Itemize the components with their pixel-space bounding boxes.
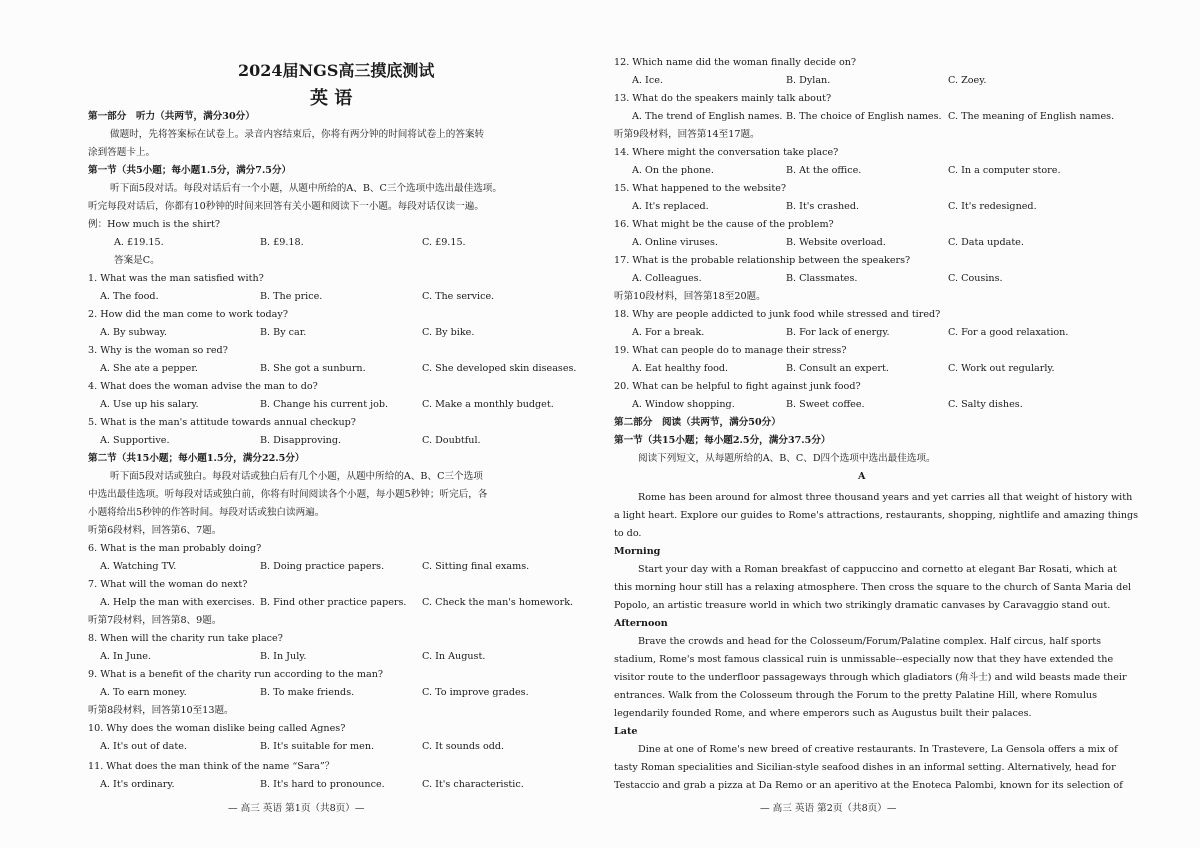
part1-instruction: 做题时，先将答案标在试卷上。录音内容结束后，你将有两分钟的时间将试卷上的答案转 xyxy=(110,129,485,140)
option-b: B. It's crashed. xyxy=(786,201,860,212)
option-a: A. Watching TV. xyxy=(100,561,177,572)
option-c: C. Cousins. xyxy=(948,273,1003,284)
option-a: A. Ice. xyxy=(632,75,663,86)
question-text: 17. What is the probable relationship between the speakers? xyxy=(614,255,911,266)
exam-title: 2024届NGS高三摸底测试 xyxy=(238,61,435,80)
option-a: A. Eat healthy food. xyxy=(632,363,729,374)
option-b: B. Consult an expert. xyxy=(786,363,889,374)
option-c: C. In a computer store. xyxy=(948,165,1061,176)
part2-title: 第二部分 阅读（共两节，满分50分） xyxy=(614,417,781,428)
question-text: 12. Which name did the woman finally decide on? xyxy=(614,57,857,68)
part2-instruction: 阅读下列短文，从每题所给的A、B、C、D四个选项中选出最佳选项。 xyxy=(638,453,936,464)
material-heading: 听第10段材料，回答第18至20题。 xyxy=(614,291,766,302)
question-text: 15. What happened to the website? xyxy=(614,183,787,194)
left-page xyxy=(88,0,586,848)
passage-text: a light heart. Explore our guides to Rome's attractions, restaurants, shopping, nightlife and amazing things xyxy=(614,510,1139,521)
question-options xyxy=(88,650,586,664)
option-a: A. Online viruses. xyxy=(632,237,718,248)
passage-text: to do. xyxy=(614,528,642,539)
question-text: 13. What do the speakers mainly talk about? xyxy=(614,93,832,104)
passage-text: Rome has been around for almost three thousand years and yet carries all that weight of history with xyxy=(638,492,1133,503)
section2-title: 第二节（共15小题；每小题1.5分，满分22.5分） xyxy=(88,453,305,464)
option-b: B. Sweet coffee. xyxy=(786,399,865,410)
option-b: B. Find other practice papers. xyxy=(260,597,407,608)
option-a: A. The trend of English names. xyxy=(632,111,783,122)
question-options xyxy=(88,740,586,754)
passage-subheading: Morning xyxy=(614,546,661,557)
question-options xyxy=(614,398,1114,412)
option-c: C. Sitting final exams. xyxy=(422,561,530,572)
question-options xyxy=(88,596,586,610)
passage-text: this morning hour still has a relaxing atmosphere. Then cross the square to the church of Santa Maria del xyxy=(614,582,1132,593)
option-b: B. At the office. xyxy=(786,165,862,176)
material-heading: 听第8段材料，回答第10至13题。 xyxy=(88,705,234,716)
option-c: C. Work out regularly. xyxy=(948,363,1055,374)
passage-text: stadium, Rome's most famous classical ruin is unmissable--especially now that they have extended the xyxy=(614,654,1114,665)
option-c: C. In August. xyxy=(422,651,486,662)
option-a: A. Window shopping. xyxy=(632,399,735,410)
question-options xyxy=(614,236,1114,250)
option-b: B. £9.18. xyxy=(260,237,304,248)
question-text: 6. What is the man probably doing? xyxy=(88,543,262,554)
passage-label: A xyxy=(858,471,866,482)
question-text: 18. Why are people addicted to junk food while stressed and tired? xyxy=(614,309,941,320)
option-b: B. For lack of energy. xyxy=(786,327,890,338)
option-b: B. Change his current job. xyxy=(260,399,389,410)
option-a: A. Supportive. xyxy=(100,435,170,446)
question-options xyxy=(614,164,1114,178)
option-b: B. The choice of English names. xyxy=(786,111,942,122)
option-b: B. Classmates. xyxy=(786,273,858,284)
option-b: B. Dylan. xyxy=(786,75,831,86)
option-b: B. It's hard to pronounce. xyxy=(260,779,385,790)
question-text: 14. Where might the conversation take place? xyxy=(614,147,839,158)
passage-subheading: Late xyxy=(614,726,638,737)
example-options xyxy=(88,236,586,250)
question-options xyxy=(88,778,586,792)
question-options xyxy=(614,200,1114,214)
option-b: B. Doing practice papers. xyxy=(260,561,385,572)
passage-text: legendarily founded Rome, and where emperors such as Augustus built their palaces. xyxy=(614,708,1032,719)
section2-instruction: 小题将给出5秒钟的作答时间。每段对话或独白读两遍。 xyxy=(88,507,325,518)
material-heading: 听第7段材料，回答第8、9题。 xyxy=(88,615,222,626)
option-b: B. It's suitable for men. xyxy=(260,741,375,752)
question-text: 19. What can people do to manage their stress? xyxy=(614,345,847,356)
question-options xyxy=(88,434,586,448)
passage-text: entrances. Walk from the Colosseum through the Forum to the pretty Palatine Hill, where Romulus xyxy=(614,690,1097,701)
section1-instruction: 听完每段对话后，你都有10秒钟的时间来回答有关小题和阅读下一小题。每段对话仅读一遍。 xyxy=(88,201,484,212)
passage-text: Testaccio and grab a pizza at Da Remo or an aperitivo at the Enoteca Palombi, known for its selection of xyxy=(614,780,1123,791)
passage-text: Popolo, an artistic treasure world in which two strikingly dramatic canvases by Caravaggio stand out. xyxy=(614,600,1111,611)
option-c: C. It's characteristic. xyxy=(422,779,524,790)
option-c: C. Data update. xyxy=(948,237,1024,248)
option-c: C. Doubtful. xyxy=(422,435,481,446)
section2-instruction: 中选出最佳选项。听每段对话或独白前，你将有时间阅读各个小题，每小题5秒钟；听完后，各 xyxy=(88,489,488,500)
option-b: B. Disapproving. xyxy=(260,435,342,446)
section2-instruction: 听下面5段对话或独白。每段对话或独白后有几个小题，从题中所给的A、B、C三个选项 xyxy=(110,471,483,482)
question-text: 16. What might be the cause of the problem? xyxy=(614,219,834,230)
passage-text: Start your day with a Roman breakfast of cappuccino and cornetto at elegant Bar Rosati, which at xyxy=(638,564,1117,575)
page-footer: — 高三 英语 第1页（共8页）— xyxy=(228,803,365,814)
question-options xyxy=(88,398,586,412)
option-a: A. Use up his salary. xyxy=(100,399,199,410)
question-options xyxy=(88,326,586,340)
part1-title: 第一部分 听力（共两节，满分30分） xyxy=(88,111,255,122)
question-text: 20. What can be helpful to fight against junk food? xyxy=(614,381,861,392)
option-a: A. It's ordinary. xyxy=(100,779,175,790)
option-c: C. By bike. xyxy=(422,327,475,338)
question-text: 10. Why does the woman dislike being called Agnes? xyxy=(88,723,346,734)
question-options xyxy=(614,74,1114,88)
option-c: C. It sounds odd. xyxy=(422,741,505,752)
example-question: 例：How much is the shirt? xyxy=(88,219,221,230)
question-text: 2. How did the man come to work today? xyxy=(88,309,288,320)
option-c: C. The meaning of English names. xyxy=(948,111,1115,122)
option-a: A. To earn money. xyxy=(100,687,187,698)
question-text: 1. What was the man satisfied with? xyxy=(88,273,264,284)
question-options xyxy=(614,326,1114,340)
option-a: A. It's replaced. xyxy=(632,201,709,212)
question-text: 7. What will the woman do next? xyxy=(88,579,248,590)
part1-instruction: 涂到答题卡上。 xyxy=(88,147,156,158)
question-options xyxy=(88,290,586,304)
question-options xyxy=(614,362,1114,376)
passage-text: tasty Roman specialities and Sicilian-style seafood dishes in an informal setting. Alternatively, head for xyxy=(614,762,1116,773)
option-a: A. Help the man with exercises. xyxy=(100,597,255,608)
question-text: 11. What does the man think of the name “Sara”？ xyxy=(88,761,335,772)
question-options xyxy=(88,362,586,376)
option-a: A. It's out of date. xyxy=(100,741,187,752)
option-c: C. It's redesigned. xyxy=(948,201,1037,212)
question-text: 3. Why is the woman so red? xyxy=(88,345,228,356)
option-c: C. Zoey. xyxy=(948,75,987,86)
page-footer: — 高三 英语 第2页（共8页）— xyxy=(760,803,897,814)
material-heading: 听第6段材料，回答第6、7题。 xyxy=(88,525,222,536)
example-answer: 答案是C。 xyxy=(114,255,160,266)
exam-subject: 英 语 xyxy=(310,88,353,109)
option-c: C. Salty dishes. xyxy=(948,399,1023,410)
option-b: B. In July. xyxy=(260,651,307,662)
option-c: C. To improve grades. xyxy=(422,687,529,698)
question-text: 5. What is the man's attitude towards annual checkup? xyxy=(88,417,356,428)
option-c: C. For a good relaxation. xyxy=(948,327,1069,338)
question-options xyxy=(88,560,586,574)
option-b: B. She got a sunburn. xyxy=(260,363,366,374)
material-heading: 听第9段材料，回答第14至17题。 xyxy=(614,129,760,140)
option-c: C. Check the man's homework. xyxy=(422,597,574,608)
option-b: B. To make friends. xyxy=(260,687,355,698)
option-c: C. She developed skin diseases. xyxy=(422,363,577,374)
option-a: A. For a break. xyxy=(632,327,705,338)
question-text: 8. When will the charity run take place? xyxy=(88,633,283,644)
option-a: A. Colleagues. xyxy=(632,273,702,284)
option-b: B. Website overload. xyxy=(786,237,886,248)
option-a: A. £19.15. xyxy=(114,237,164,248)
option-c: C. £9.15. xyxy=(422,237,466,248)
option-a: A. By subway. xyxy=(100,327,167,338)
question-options xyxy=(88,686,586,700)
option-b: B. By car. xyxy=(260,327,307,338)
option-a: A. She ate a pepper. xyxy=(100,363,198,374)
question-text: 9. What is a benefit of the charity run according to the man? xyxy=(88,669,384,680)
passage-text: Dine at one of Rome's new breed of creative restaurants. In Trastevere, La Gensola offers a mix of xyxy=(638,744,1118,755)
option-a: A. On the phone. xyxy=(632,165,714,176)
option-b: B. The price. xyxy=(260,291,323,302)
option-c: C. The service. xyxy=(422,291,495,302)
passage-text: visitor route to the underfloor passageways through which gladiators (角斗士) and wild beasts made their xyxy=(614,672,1127,683)
option-a: A. In June. xyxy=(100,651,151,662)
passage-subheading: Afternoon xyxy=(614,618,668,629)
section1-instruction: 听下面5段对话。每段对话后有一个小题，从题中所给的A、B、C三个选项中选出最佳选项。 xyxy=(110,183,502,194)
section1-title: 第一节（共5小题；每小题1.5分，满分7.5分） xyxy=(88,165,292,176)
question-options xyxy=(614,110,1114,124)
option-a: A. The food. xyxy=(100,291,159,302)
part2-section1-title: 第一节（共15小题；每小题2.5分，满分37.5分） xyxy=(614,435,831,446)
question-options xyxy=(614,272,1114,286)
right-page xyxy=(614,0,1139,848)
passage-text: Brave the crowds and head for the Colosseum/Forum/Palatine complex. Half circus, half sports xyxy=(638,636,1102,647)
question-text: 4. What does the woman advise the man to do? xyxy=(88,381,318,392)
option-c: C. Make a monthly budget. xyxy=(422,399,554,410)
